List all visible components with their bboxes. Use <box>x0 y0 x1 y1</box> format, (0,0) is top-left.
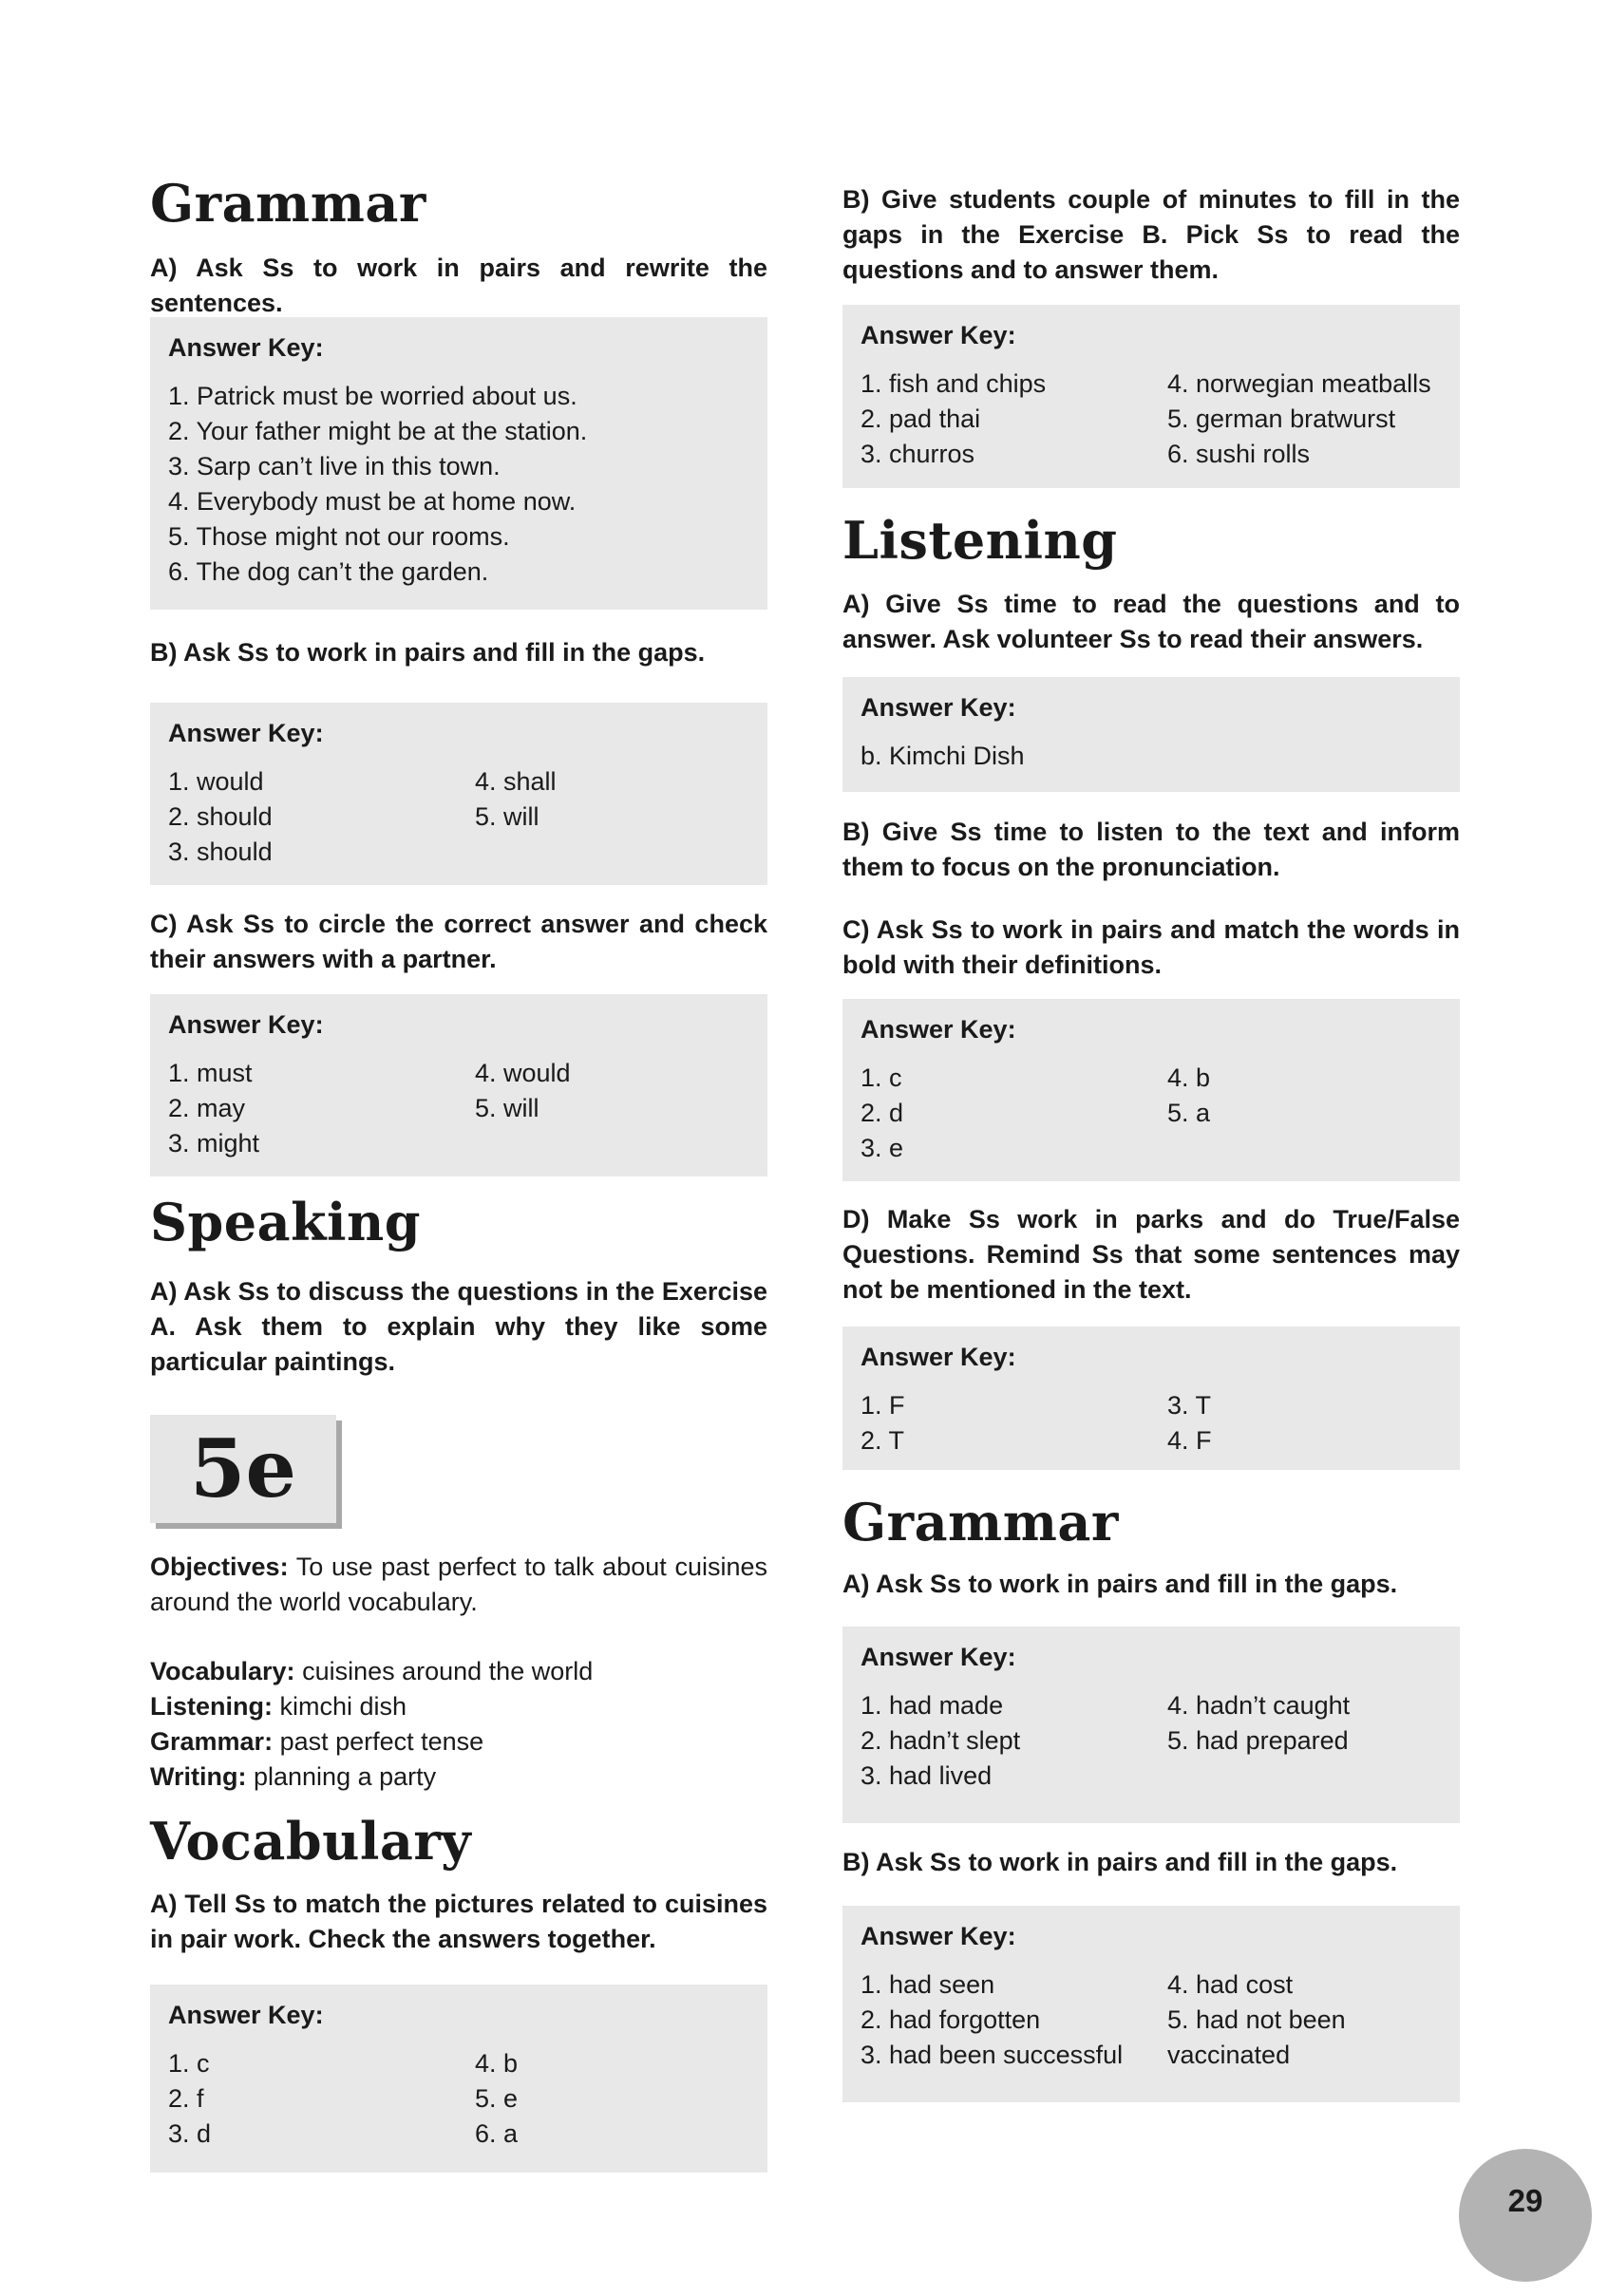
answer-item: 3. Sarp can’t live in this town. <box>168 452 501 480</box>
listening-c-answer-key <box>842 999 1460 1181</box>
lesson-objectives <box>150 1550 767 1620</box>
grammar-heading: Grammar <box>150 173 426 234</box>
answer-item: 4. norwegian meatballs <box>1167 369 1431 398</box>
answer-item: 2. should <box>168 802 273 831</box>
lesson-skills <box>150 1654 767 1795</box>
answer-item: 6. sushi rolls <box>1167 440 1311 468</box>
answer-item: 3. churros <box>861 440 975 468</box>
answer-key-title: Answer Key: <box>861 321 1016 349</box>
answer-item: 1. c <box>168 2049 210 2078</box>
answer-item: 1. fish and chips <box>861 369 1047 398</box>
answer-key-title: Answer Key: <box>168 2001 324 2029</box>
answer-item: 2. pad thai <box>861 405 981 433</box>
answer-item: 4. shall <box>475 767 557 796</box>
skill-label: Listening: <box>150 1692 273 1721</box>
answer-item: 4. would <box>475 1059 571 1087</box>
objectives-label: Objectives: <box>150 1553 289 1581</box>
vocabulary-a-answer-key <box>150 1985 767 2173</box>
listening-d-answer-key <box>842 1327 1460 1470</box>
answer-item: 5. a <box>1167 1099 1211 1127</box>
page-number-badge: 29 <box>1459 2149 1592 2282</box>
answer-item: 1. F <box>861 1391 905 1420</box>
answer-item: 3. had been successful <box>861 2041 1124 2069</box>
answer-grid <box>861 1061 1442 1166</box>
answer-key-title: Answer Key: <box>861 1343 1016 1371</box>
answer-item: 2. may <box>168 1094 246 1122</box>
answer-item: 5. had prepared <box>1167 1726 1349 1755</box>
skill-writing <box>150 1760 767 1795</box>
answer-item: 6. a <box>475 2119 519 2148</box>
skill-text: planning a party <box>246 1762 437 1791</box>
answer-item: 2. had forgotten <box>861 2005 1041 2034</box>
grammar-a-answer-key <box>842 1627 1460 1823</box>
answer-item: vaccinated <box>1167 2041 1291 2069</box>
grammar-b-cont-answer-key <box>842 305 1460 488</box>
skill-label: Grammar: <box>150 1727 274 1756</box>
answer-item: 4. Everybody must be at home now. <box>168 487 577 516</box>
answer-item: 2. Your father might be at the station. <box>168 417 588 445</box>
answer-item: 3. d <box>168 2119 212 2148</box>
answer-grid <box>861 367 1442 472</box>
answer-item: 2. f <box>168 2084 204 2113</box>
answer-item: 3. T <box>1167 1391 1212 1420</box>
answer-item: 1. Patrick must be worried about us. <box>168 382 577 410</box>
lesson-code-badge: 5e <box>150 1415 336 1523</box>
answer-item: 3. had lived <box>861 1761 993 1790</box>
answer-item: 4. had cost <box>1167 1970 1294 1999</box>
grammar-b-instruction: B) Ask Ss to work in pairs and fill in the gaps. <box>150 638 706 667</box>
grammar-heading: Grammar <box>842 1492 1119 1553</box>
skill-text: kimchi dish <box>273 1692 407 1721</box>
answer-item: 3. should <box>168 837 273 866</box>
listening-c-instruction: C) Ask Ss to work in pairs and match the words in bold with their definitions. <box>842 915 1460 979</box>
answer-key-title: Answer Key: <box>861 1015 1016 1044</box>
grammar-b-answer-key <box>842 1906 1460 2102</box>
skill-text: cuisines around the world <box>294 1657 594 1685</box>
answer-grid <box>168 1056 749 1161</box>
answer-item: 2. d <box>861 1099 904 1127</box>
grammar-b-answer-key <box>150 703 767 885</box>
grammar-a-instruction: A) Ask Ss to work in pairs and rewrite the sentences. <box>150 254 767 317</box>
answer-grid <box>168 764 749 870</box>
listening-b-instruction: B) Give Ss time to listen to the text and inform them to focus on the pronunciation. <box>842 818 1460 881</box>
answer-key-title: Answer Key: <box>861 693 1016 722</box>
answer-item: 5. e <box>475 2084 519 2113</box>
answer-item: b. Kimchi Dish <box>861 742 1025 770</box>
answer-key-title: Answer Key: <box>168 1010 324 1039</box>
listening-d-instruction: D) Make Ss work in parks and do True/False Questions. Remind Ss that some sentences may not be mentioned in the text. <box>842 1205 1460 1304</box>
skill-label: Writing: <box>150 1762 247 1791</box>
answer-item: 1. must <box>168 1059 253 1087</box>
grammar-b-instruction: B) Ask Ss to work in pairs and fill in the gaps. <box>842 1848 1398 1876</box>
grammar-a-instruction: A) Ask Ss to work in pairs and fill in the gaps. <box>842 1570 1398 1598</box>
grammar-b-cont-instruction: B) Give students couple of minutes to fill in the gaps in the Exercise B. Pick Ss to read the questions and to answer them. <box>842 185 1460 284</box>
speaking-a-instruction: A) Ask Ss to discuss the questions in the Exercise A. Ask them to explain why they like some particular paintings. <box>150 1277 767 1376</box>
answer-item: 1. had seen <box>861 1970 995 1999</box>
answer-item: 3. might <box>168 1129 260 1157</box>
grammar-c-instruction: C) Ask Ss to circle the correct answer and check their answers with a partner. <box>150 910 767 973</box>
answer-grid <box>861 1967 1442 2073</box>
skill-grammar <box>150 1724 767 1760</box>
answer-item: 1. c <box>861 1063 902 1092</box>
answer-item: 1. would <box>168 767 264 796</box>
answer-item: 5. will <box>475 1094 539 1122</box>
skill-label: Vocabulary: <box>150 1657 295 1685</box>
answer-list <box>168 379 749 590</box>
listening-a-instruction: A) Give Ss time to read the questions and to answer. Ask volunteer Ss to read their answers. <box>842 590 1460 653</box>
answer-item: 4. F <box>1167 1426 1212 1455</box>
answer-item: 5. Those might not our rooms. <box>168 522 510 551</box>
answer-grid <box>168 2046 749 2152</box>
answer-item: 4. b <box>475 2049 519 2078</box>
skill-listening <box>150 1689 767 1724</box>
listening-a-answer-key <box>842 677 1460 792</box>
answer-key-title: Answer Key: <box>861 1922 1016 1950</box>
answer-key-title: Answer Key: <box>168 333 324 362</box>
answer-item: 6. The dog can’t the garden. <box>168 557 489 586</box>
answer-key-title: Answer Key: <box>861 1643 1016 1671</box>
answer-item: 2. hadn’t slept <box>861 1726 1021 1755</box>
answer-item: 5. german bratwurst <box>1167 405 1396 433</box>
grammar-a-answer-key <box>150 317 767 610</box>
objectives-text: To use past perfect to talk about cuisines around the world vocabulary. <box>150 1553 767 1616</box>
answer-item: 4. b <box>1167 1063 1211 1092</box>
answer-item: 3. e <box>861 1134 904 1162</box>
answer-item: 4. hadn’t caught <box>1167 1691 1351 1720</box>
vocabulary-a-instruction: A) Tell Ss to match the pictures related to cuisines in pair work. Check the answers together. <box>150 1890 767 1953</box>
answer-item: 5. had not been <box>1167 2005 1346 2034</box>
vocabulary-heading: Vocabulary <box>150 1811 472 1872</box>
answer-item: 2. T <box>861 1426 905 1455</box>
answer-item: 5. will <box>475 802 539 831</box>
speaking-heading: Speaking <box>150 1192 422 1252</box>
answer-item: 1. had made <box>861 1691 1004 1720</box>
answer-grid <box>861 1388 1442 1459</box>
listening-heading: Listening <box>842 510 1118 571</box>
skill-vocabulary <box>150 1654 767 1689</box>
answer-grid <box>861 1688 1442 1794</box>
skill-text: past perfect tense <box>273 1727 484 1756</box>
answer-key-title: Answer Key: <box>168 719 324 747</box>
grammar-c-answer-key <box>150 994 767 1176</box>
